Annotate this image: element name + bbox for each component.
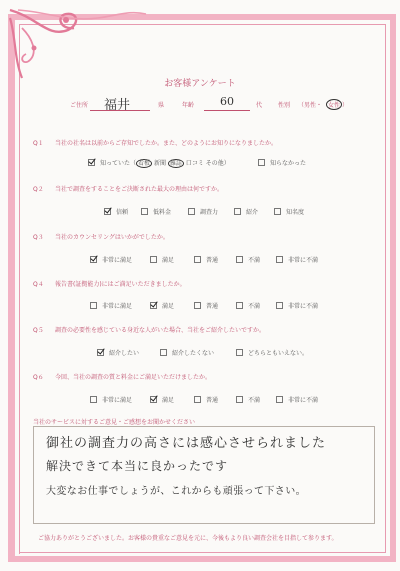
question-5-text: 調査の必要性を感じている身近な人がいた場合、当社をご紹介したいですか。 bbox=[55, 327, 266, 334]
question-4-number: Q４ bbox=[33, 281, 44, 288]
checkbox-icon bbox=[258, 159, 265, 166]
q6-option-label: 不満 bbox=[248, 397, 261, 404]
question-6-number: Q６ bbox=[33, 374, 44, 381]
question-4-text: 報告書(証拠能力)にはご満足いただきましたか。 bbox=[55, 281, 186, 288]
q5-option-would-refer[interactable] bbox=[97, 348, 139, 357]
q2-option-label: 紹介 bbox=[246, 209, 259, 216]
q1-known-label: 知っていた（ bbox=[100, 160, 137, 167]
q5-option-would-not-refer[interactable] bbox=[160, 348, 214, 357]
checkbox-checked-icon bbox=[88, 159, 95, 166]
question-1-number: Q１ bbox=[33, 140, 44, 147]
question-2-text: 当社で調査をすることをご決断された最大の理由は何ですか。 bbox=[55, 186, 224, 193]
question-1 bbox=[33, 138, 277, 147]
q5-option-undecided[interactable] bbox=[236, 348, 308, 357]
checkbox-icon bbox=[188, 208, 195, 215]
q6-option-label: 満足 bbox=[162, 397, 175, 404]
age-label: 年齢 bbox=[182, 102, 195, 109]
q1-other: その他） bbox=[205, 160, 230, 167]
q3-option-label: 非常に満足 bbox=[102, 257, 133, 264]
q4-option-label: 満足 bbox=[162, 303, 175, 310]
q3-option-label: 不満 bbox=[248, 257, 261, 264]
q3-option-very-dissatisfied[interactable] bbox=[276, 255, 318, 264]
comment-line-3: 大変なお仕事でしょうが、これからも頑張って下さい。 bbox=[46, 486, 306, 497]
q2-option-label: 知名度 bbox=[286, 209, 305, 216]
checkbox-icon bbox=[274, 208, 281, 215]
question-3 bbox=[33, 232, 169, 241]
q6-option-very-satisfied[interactable] bbox=[90, 395, 132, 404]
checkbox-icon bbox=[90, 396, 97, 403]
inner-border-left bbox=[19, 24, 20, 554]
flourish-ornament-icon bbox=[8, 8, 148, 80]
q5-option-label: 紹介したい bbox=[109, 350, 140, 357]
footer-thanks: ご協力ありがとうございました。お客様の貴重なご意見を元に、今後もより良い調査会社を目指して参ります。 bbox=[38, 535, 338, 542]
gender-open: （男性・ bbox=[298, 102, 323, 109]
question-3-number: Q３ bbox=[33, 234, 44, 241]
checkbox-checked-icon bbox=[97, 349, 104, 356]
q4-option-very-satisfied[interactable] bbox=[90, 301, 132, 310]
q3-option-label: 非常に不満 bbox=[288, 257, 319, 264]
q1-signboard-selected: 看板 bbox=[138, 160, 151, 167]
q2-option-ability[interactable] bbox=[188, 207, 218, 216]
q4-option-satisfied[interactable] bbox=[150, 301, 174, 310]
checkbox-icon bbox=[194, 396, 201, 403]
q3-option-average[interactable] bbox=[194, 255, 218, 264]
checkbox-icon bbox=[160, 349, 167, 356]
gender-selected: 女性 bbox=[326, 99, 342, 110]
frame-border-left bbox=[8, 14, 15, 562]
q1-word-of-mouth: 口コミ bbox=[185, 160, 204, 167]
q3-option-very-satisfied[interactable] bbox=[90, 255, 132, 264]
q6-option-label: 普通 bbox=[206, 397, 219, 404]
q6-option-very-dissatisfied[interactable] bbox=[276, 395, 318, 404]
checkbox-icon bbox=[236, 396, 243, 403]
question-5-number: Q５ bbox=[33, 327, 44, 334]
question-4 bbox=[33, 279, 186, 288]
q2-option-referral[interactable] bbox=[234, 207, 258, 216]
question-6-text: 今回、当社の調査の質と料金にご満足いただけましたか。 bbox=[55, 374, 212, 381]
comment-line-2: 解決できて本当に良かったです bbox=[46, 459, 229, 473]
checkbox-icon bbox=[276, 302, 283, 309]
q4-option-label: 非常に不満 bbox=[288, 303, 319, 310]
question-3-text: 当社のカウンセリングはいかがでしたか。 bbox=[55, 234, 169, 241]
q2-option-name-recognition[interactable] bbox=[274, 207, 304, 216]
checkbox-checked-icon bbox=[150, 396, 157, 403]
checkbox-icon bbox=[194, 302, 201, 309]
q6-option-average[interactable] bbox=[194, 395, 218, 404]
q1-newspaper: 新聞 bbox=[153, 160, 166, 167]
q4-option-label: 普通 bbox=[206, 303, 219, 310]
q4-option-very-dissatisfied[interactable] bbox=[276, 301, 318, 310]
inner-border-right bbox=[385, 24, 386, 553]
checkbox-icon bbox=[236, 349, 243, 356]
q5-option-label: 紹介したくない bbox=[172, 350, 215, 357]
question-2-number: Q２ bbox=[33, 186, 44, 193]
q6-option-dissatisfied[interactable] bbox=[236, 395, 260, 404]
q2-option-low-price[interactable] bbox=[141, 207, 171, 216]
q6-option-label: 非常に満足 bbox=[102, 397, 133, 404]
checkbox-checked-icon bbox=[104, 208, 111, 215]
checkbox-icon bbox=[276, 256, 283, 263]
gender-close: ） bbox=[342, 102, 349, 109]
age-underline bbox=[204, 110, 250, 111]
q4-option-label: 不満 bbox=[248, 303, 261, 310]
checkbox-icon bbox=[234, 208, 241, 215]
q2-option-label: 低料金 bbox=[153, 209, 172, 216]
q6-option-label: 非常に不満 bbox=[288, 397, 319, 404]
comment-label: 当社のサービスに対するご意見・ご感想をお聞かせください bbox=[33, 419, 196, 426]
frame-border-bottom bbox=[8, 556, 396, 562]
comment-line-1: 御社の調査力の高さには感心させられました bbox=[46, 436, 327, 451]
q5-option-label: どちらともいえない。 bbox=[248, 350, 309, 357]
q4-option-dissatisfied[interactable] bbox=[236, 301, 260, 310]
q3-option-label: 普通 bbox=[206, 257, 219, 264]
address-value: 福井 bbox=[104, 98, 131, 113]
q2-option-trust[interactable] bbox=[104, 207, 128, 216]
address-label: ご住所 bbox=[70, 102, 89, 109]
question-2 bbox=[33, 184, 223, 193]
q1-unknown-label: 知らなかった bbox=[270, 160, 307, 167]
frame-border-right bbox=[390, 14, 396, 562]
q2-option-label: 信頼 bbox=[116, 209, 129, 216]
q2-option-label: 調査力 bbox=[200, 209, 219, 216]
checkbox-icon bbox=[90, 302, 97, 309]
q3-option-satisfied[interactable] bbox=[150, 255, 174, 264]
q1-unknown-option[interactable] bbox=[258, 158, 306, 167]
age-value: 60 bbox=[220, 95, 234, 108]
q4-option-label: 非常に満足 bbox=[102, 303, 133, 310]
question-6 bbox=[33, 372, 211, 381]
question-1-text: 当社の社名は以前からご存知でしたか。また、どのようにお知りになりましたか。 bbox=[55, 140, 278, 147]
address-underline bbox=[90, 110, 150, 111]
gender-label: 性別 bbox=[278, 102, 291, 109]
q1-magazine-selected: 雑誌 bbox=[169, 160, 182, 167]
survey-title: お客様アンケート bbox=[164, 79, 236, 89]
q6-option-satisfied[interactable] bbox=[150, 395, 174, 404]
q1-known-option[interactable] bbox=[88, 158, 230, 167]
q4-option-average[interactable] bbox=[194, 301, 218, 310]
checkbox-icon bbox=[150, 256, 157, 263]
age-suffix: 代 bbox=[256, 102, 263, 109]
q3-option-dissatisfied[interactable] bbox=[236, 255, 260, 264]
question-5 bbox=[33, 325, 265, 334]
checkbox-checked-icon bbox=[150, 302, 157, 309]
checkbox-icon bbox=[276, 396, 283, 403]
checkbox-icon bbox=[194, 256, 201, 263]
inner-border-bottom bbox=[19, 552, 385, 553]
checkbox-icon bbox=[141, 208, 148, 215]
checkbox-icon bbox=[236, 256, 243, 263]
checkbox-icon bbox=[236, 302, 243, 309]
checkbox-checked-icon bbox=[90, 256, 97, 263]
prefecture-suffix: 県 bbox=[158, 102, 165, 109]
q3-option-label: 満足 bbox=[162, 257, 175, 264]
